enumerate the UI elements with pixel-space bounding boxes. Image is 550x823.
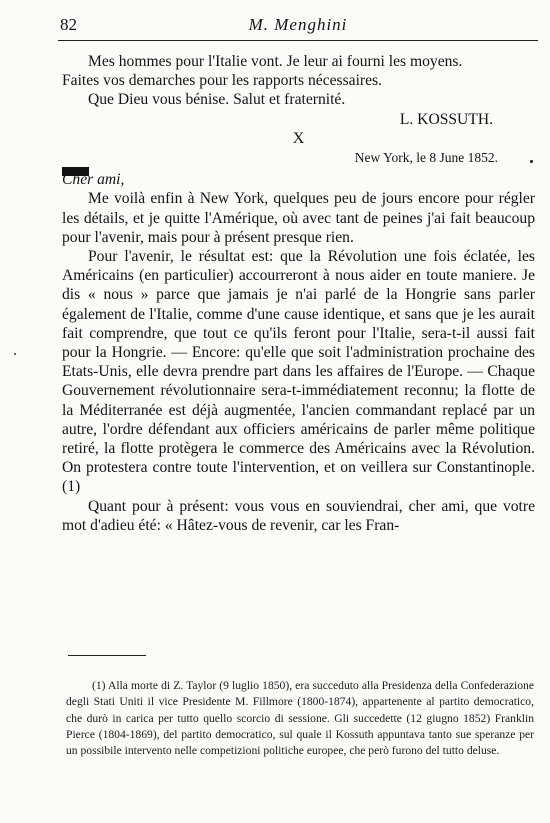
paragraph: Pour l'avenir, le résultat est: que la Révolution une fois éclatée, les Américains (en particulier) accourreront à nous aider en toute maniere. Je dis « nous » parce que jamais je n'ai parlé de la Hongrie sans parler également de l'Italie, comme d'une cause identique, et sans que je les aurait fait comprendre, que tout ce qu'ils feront pour l'Italie, sera-t-il aussi fait pour la Hongrie. — Encore: qu'elle que soit l'administration prochaine des Etats-Unis, elle devra prendre part dans les affaires de l'Europe. — Chaque Gouvernement révolutionnaire sera-t-immédiatement reconnu; la flotte de la Méditerranée est déjà augmentée, l'ancien commandant replacé par un autre, l'ordre défendant aux officiers américains de parler même politique retiré, la flotte protègera le commerce des Américains avec la Révolution. On protestera contre toute l'intervention, et on veillera sur Constantinople. (1) — [62, 248, 535, 496]
footnote-text: (1) Alla morte di Z. Taylor (9 luglio 1850), era succeduto alla Presidenza della Confederazione degli Stati Uniti il vice Presidente M. Fillmore (1800-1874), appartenente al partito democratico, che durò in carica per tutto quello scorcio di sessione. Gli succedette (12 giugno 1852) Franklin Pierce (1804-1869), del partito democratico, sul quale il Kossuth appuntava tanto sue speranze per un possibile intervento nelle competizioni politiche europee, che però furono del tutto deluse. — [66, 679, 534, 758]
running-title: M. Menghini — [248, 15, 348, 34]
salutation: Cher ami, — [62, 171, 125, 189]
letter-numeral: X — [292, 129, 305, 147]
header-rule — [58, 40, 538, 41]
letter-signature: L. KOSSUTH. — [399, 110, 493, 128]
letter-end-line-2: Faites vos demarches pour les rapports nécessaires. — [62, 72, 383, 90]
body-text — [62, 52, 535, 535]
page-header — [60, 15, 536, 39]
footnote — [66, 678, 534, 759]
dateline: New York, le 8 June 1852. — [354, 150, 498, 166]
page-number: 82 — [60, 15, 77, 34]
footnote-rule — [68, 655, 146, 656]
paragraph: Quant pour à présent: vous vous en souviendrai, cher ami, que votre mot d'adieu été: « Hâtez-vous de revenir, car les Fran- — [62, 497, 535, 534]
letter-end-line-1: Mes hommes pour l'Italie vont. Je leur ai fourni les moyens. — [88, 53, 463, 70]
scan-speck — [530, 160, 533, 163]
paragraph: Me voilà enfin à New York, quelques peu de jours encore pour régler les détails, et je quitte l'Amérique, où avec tant de peines j'ai fait beaucoup pour l'avenir, mais pour à présent presque rien. — [62, 190, 535, 246]
scan-speck — [14, 353, 16, 355]
letter-closing: Que Dieu vous bénise. Salut et fraternité. — [88, 91, 346, 109]
salutation-line — [62, 167, 535, 189]
